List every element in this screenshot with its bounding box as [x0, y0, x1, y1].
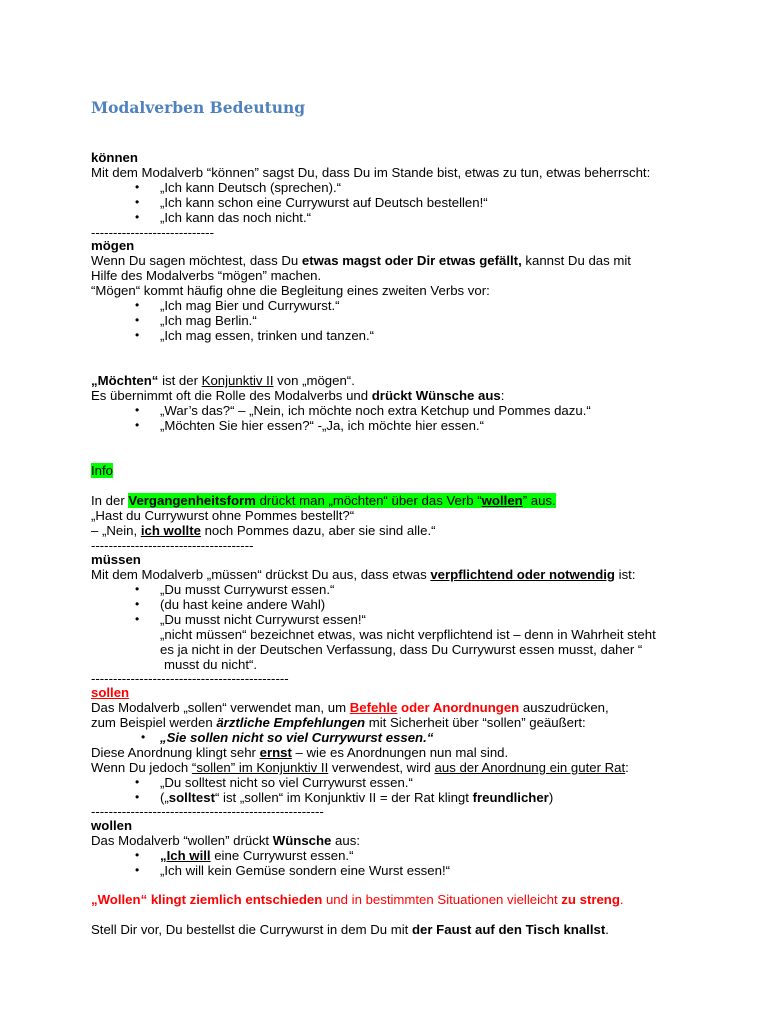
muessen-intro: Mit dem Modalverb „müssen“ drückst Du aus, dass etwas verpflichtend oder notwendig ist:	[91, 567, 636, 582]
bullet: •	[135, 418, 140, 432]
document-title: Modalverben Bedeutung	[91, 98, 306, 117]
heading-muessen: müssen	[91, 552, 141, 567]
separator: ---------------------------------------------	[91, 671, 289, 686]
bullet: •	[135, 298, 140, 312]
bullet: •	[135, 775, 140, 789]
separator: ----------------------------	[91, 225, 214, 240]
heading-moegen: mögen	[91, 238, 135, 253]
list-item: „War’s das?“ – „Nein, ich möchte noch extra Ketchup und Pommes dazu.“	[160, 403, 591, 418]
info-line-3: – „Nein, ich wollte noch Pommes dazu, aber sie sind alle.“	[91, 523, 436, 538]
wollen-warning: „Wollen“ klingt ziemlich entschieden und in bestimmten Situationen vielleicht zu streng.	[91, 892, 624, 907]
list-item: „Ich will eine Currywurst essen.“	[160, 848, 354, 863]
list-item: („solltest“ ist „sollen“ im Konjunktiv II = der Rat klingt freundlicher)	[160, 790, 554, 805]
bullet: •	[135, 848, 140, 862]
bullet: •	[135, 313, 140, 327]
info-line-1: In der Vergangenheitsform drückt man „möchten“ über das Verb “wollen” aus.	[91, 493, 556, 508]
list-item: „Du solltest nicht so viel Currywurst essen.“	[160, 775, 413, 790]
bullet: •	[135, 790, 140, 804]
bullet: •	[135, 195, 140, 209]
bullet: •	[135, 180, 140, 194]
sollen-line-5: Wenn Du jedoch “sollen” im Konjunktiv II verwendest, wird aus der Anordnung ein guter Rat:	[91, 760, 629, 775]
muessen-note-3: musst du nicht“.	[164, 657, 258, 672]
sollen-line-2: zum Beispiel werden ärztliche Empfehlungen mit Sicherheit über “sollen” geäußert:	[91, 715, 586, 730]
muessen-note-2: es ja nicht in der Deutschen Verfassung, dass Du Currywurst essen musst, daher “	[160, 642, 643, 657]
bullet: •	[135, 597, 140, 611]
sollen-line-1: Das Modalverb „sollen“ verwendet man, um Befehle oder Anordnungen auszudrücken,	[91, 700, 609, 715]
list-item: „Ich mag Berlin.“	[160, 313, 257, 328]
moechten-line-1: „Möchten“ ist der Konjunktiv II von „mögen“.	[91, 373, 355, 388]
info-line-2: „Hast du Currywurst ohne Pommes bestellt?“	[91, 508, 355, 523]
separator: -------------------------------------	[91, 538, 254, 553]
moegen-line-1: Wenn Du sagen möchtest, dass Du etwas magst oder Dir etwas gefällt, kannst Du das mit	[91, 253, 631, 268]
muessen-note-1: „nicht müssen“ bezeichnet etwas, was nicht verpflichtend ist – denn in Wahrheit steht	[160, 627, 656, 642]
wollen-last-line: Stell Dir vor, Du bestellst die Currywurst in dem Du mit der Faust auf den Tisch knallst.	[91, 922, 609, 937]
koennen-intro: Mit dem Modalverb “können” sagst Du, dass Du im Stande bist, etwas zu tun, etwas beherrscht:	[91, 165, 651, 180]
bullet: •	[135, 403, 140, 417]
bullet: •	[135, 863, 140, 877]
list-item: „Ich mag Bier und Currywurst.“	[160, 298, 340, 313]
sollen-quote: „Sie sollen nicht so viel Currywurst essen.“	[160, 730, 434, 745]
list-item: „Möchten Sie hier essen?“ -„Ja, ich möchte hier essen.“	[160, 418, 484, 433]
moechten-line-2: Es übernimmt oft die Rolle des Modalverbs und drückt Wünsche aus:	[91, 388, 505, 403]
heading-sollen: sollen	[91, 685, 130, 700]
bullet: •	[135, 612, 140, 626]
info-label: Info	[91, 463, 113, 478]
list-item: „Du musst nicht Currywurst essen!“	[160, 612, 366, 627]
heading-wollen: wollen	[91, 818, 133, 833]
list-item: „Ich kann Deutsch (sprechen).“	[160, 180, 342, 195]
bullet: •	[141, 730, 146, 744]
moegen-line-2: Hilfe des Modalverbs “mögen” machen.	[91, 268, 322, 283]
bullet: •	[135, 582, 140, 596]
bullet: •	[135, 210, 140, 224]
heading-koennen: können	[91, 150, 138, 165]
list-item: „Ich mag essen, trinken und tanzen.“	[160, 328, 375, 343]
list-item: „Ich kann das noch nicht.“	[160, 210, 312, 225]
sollen-line-4: Diese Anordnung klingt sehr ernst – wie es Anordnungen nun mal sind.	[91, 745, 509, 760]
wollen-line-1: Das Modalverb “wollen” drückt Wünsche aus:	[91, 833, 360, 848]
list-item: „Du musst Currywurst essen.“	[160, 582, 335, 597]
list-item: (du hast keine andere Wahl)	[160, 597, 326, 612]
moegen-line-3: “Mögen“ kommt häufig ohne die Begleitung eines zweiten Verbs vor:	[91, 283, 490, 298]
list-item: „Ich will kein Gemüse sondern eine Wurst essen!“	[160, 863, 451, 878]
list-item: „Ich kann schon eine Currywurst auf Deutsch bestellen!“	[160, 195, 488, 210]
separator: -----------------------------------------------------	[91, 804, 324, 819]
bullet: •	[135, 328, 140, 342]
